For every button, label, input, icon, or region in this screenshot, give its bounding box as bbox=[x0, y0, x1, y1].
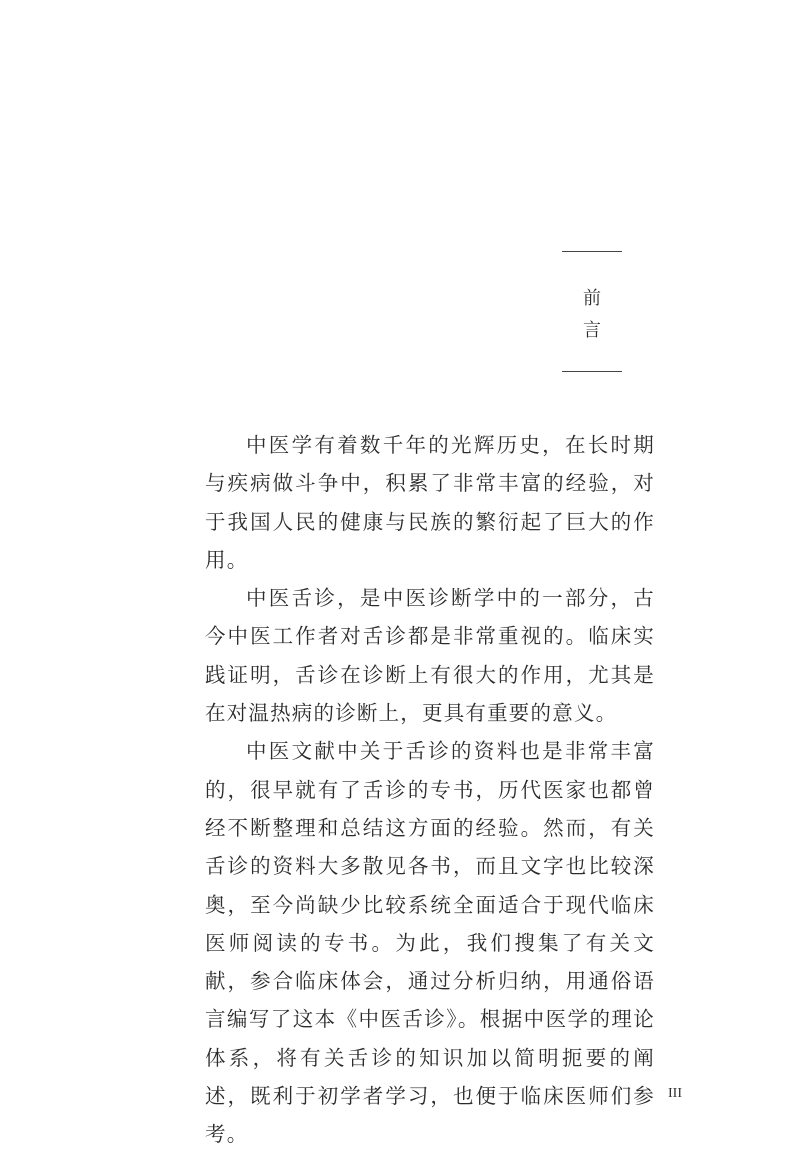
paragraph-2: 中医舌诊，是中医诊断学中的一部分，古今中医工作者对舌诊都是非常重视的。临床实践证明，舌诊在诊断上有很大的作用，尤其是在对温热病的诊断上，更具有重要的意义。 bbox=[205, 586, 655, 726]
paragraph-1: 中医学有着数千年的光辉历史，在长时期与疾病做斗争中，积累了非常丰富的经验，对于我国人民的健康与民族的繁衍起了巨大的作用。 bbox=[205, 433, 655, 572]
preface-heading bbox=[562, 251, 622, 373]
preface-body bbox=[205, 426, 655, 1154]
page-number: III bbox=[668, 1086, 682, 1101]
heading-bottom-rule bbox=[562, 371, 622, 372]
heading-top-rule bbox=[562, 251, 622, 252]
paragraph-3: 中医文献中关于舌诊的资料也是非常丰富的，很早就有了舌诊的专书，历代医家也都曾经不断整理和总结这方面的经验。然而，有关舌诊的资料大多散见各书，而且文字也比较深奥，至今尚缺少比较系统全面适合于现代临床医师阅读的专书。为此，我们搜集了有关文献，参合临床体会，通过分析归纳，用通俗语言编写了这本《中医舌诊》。根据中医学的理论体系，将有关舌诊的知识加以简明扼要的阐述，既利于初学者学习，也便于临床医师们参考。 bbox=[205, 739, 655, 1147]
heading-char-1: 前 bbox=[583, 288, 601, 309]
heading-char-2: 言 bbox=[583, 320, 601, 341]
